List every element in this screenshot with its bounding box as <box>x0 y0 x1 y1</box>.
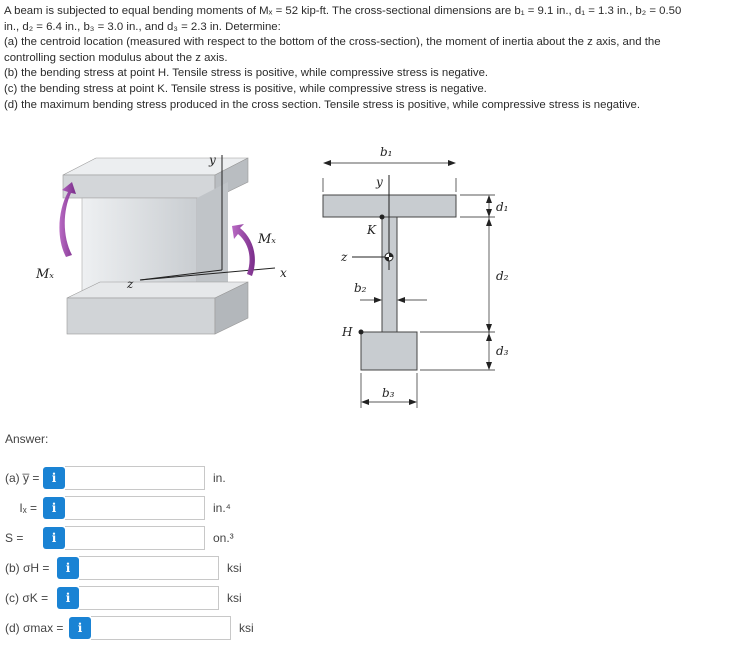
answer-row-iz <box>5 495 231 521</box>
problem-line: (b) the bending stress at point H. Tensile stress is positive, while compressive stress is negative. <box>4 67 489 80</box>
y-axis-label: y <box>209 153 216 167</box>
answer-row-sigma-h <box>5 555 242 581</box>
row-unit: ksi <box>239 621 254 635</box>
info-icon[interactable]: i <box>69 617 91 639</box>
problem-line: (d) the maximum bending stress produced in the cross section. Tensile stress is positive, while compressive stress is negative. <box>4 98 641 111</box>
d2-label: d₂ <box>496 269 509 283</box>
answer-row-ybar <box>5 465 226 491</box>
problem-line: controlling section modulus about the z axis. <box>4 51 228 64</box>
problem-line: (a) the centroid location (measured with respect to the bottom of the cross-section), the moment of inertia about the z axis, and the <box>4 36 661 49</box>
cs-y-label: y <box>376 175 383 189</box>
answer-row-sigma-max <box>5 615 254 641</box>
x-axis-label: x <box>280 266 287 280</box>
info-icon[interactable]: i <box>57 557 79 579</box>
point-h-label: H <box>342 325 353 339</box>
sigma-max-input[interactable] <box>91 616 231 640</box>
info-icon[interactable]: i <box>57 587 79 609</box>
sigma-k-input[interactable] <box>79 586 219 610</box>
problem-statement <box>4 4 742 113</box>
b3-label: b₃ <box>382 386 395 400</box>
row-unit: on.³ <box>213 531 234 545</box>
row-unit: ksi <box>227 591 242 605</box>
left-moment-label: Mₓ <box>36 267 54 282</box>
row-unit: in.⁴ <box>213 501 231 515</box>
b2-label: b₂ <box>354 281 367 295</box>
iz-input[interactable] <box>65 496 205 520</box>
point-k-label: K <box>367 223 376 237</box>
problem-line: in., d₂ = 6.4 in., b₃ = 3.0 in., and d₃ = 2.3 in. Determine: <box>4 20 281 33</box>
problem-line: (c) the bending stress at point K. Tensile stress is positive, while compressive stress is negative. <box>4 82 487 95</box>
b1-label: b₁ <box>380 145 393 159</box>
answer-row-sigma-k <box>5 585 242 611</box>
beam-3d <box>63 155 275 334</box>
row-label: S = <box>5 531 24 545</box>
left-moment-arrow <box>59 182 76 257</box>
cross-section <box>323 160 495 408</box>
row-unit: ksi <box>227 561 242 575</box>
answer-heading: Answer: <box>5 432 49 446</box>
row-label: Iₓ = <box>19 501 37 515</box>
d3-label: d₃ <box>496 344 509 358</box>
beam-figure <box>0 130 747 420</box>
cs-z-label: z <box>341 250 348 264</box>
right-moment-arrow <box>232 224 255 276</box>
answer-row-s <box>5 525 234 551</box>
info-icon[interactable]: i <box>43 467 65 489</box>
row-label: (b) σH = <box>5 561 50 575</box>
row-unit: in. <box>213 471 226 485</box>
z-axis-label: z <box>127 277 134 291</box>
sigma-h-input[interactable] <box>79 556 219 580</box>
ybar-input[interactable] <box>65 466 205 490</box>
row-label: (a) y̅ = <box>5 471 40 485</box>
info-icon[interactable]: i <box>43 497 65 519</box>
s-input[interactable] <box>65 526 205 550</box>
row-label: (c) σK = <box>5 591 49 605</box>
d1-label: d₁ <box>496 200 509 214</box>
problem-line: A beam is subjected to equal bending moments of Mₓ = 52 kip-ft. The cross-sectional dimensions are b₁ = 9.1 in., d₁ = 1.3 in., b₂ = 0.50 <box>4 5 682 17</box>
info-icon[interactable]: i <box>43 527 65 549</box>
right-moment-label: Mₓ <box>258 232 276 247</box>
row-label: (d) σmax = <box>5 621 64 635</box>
